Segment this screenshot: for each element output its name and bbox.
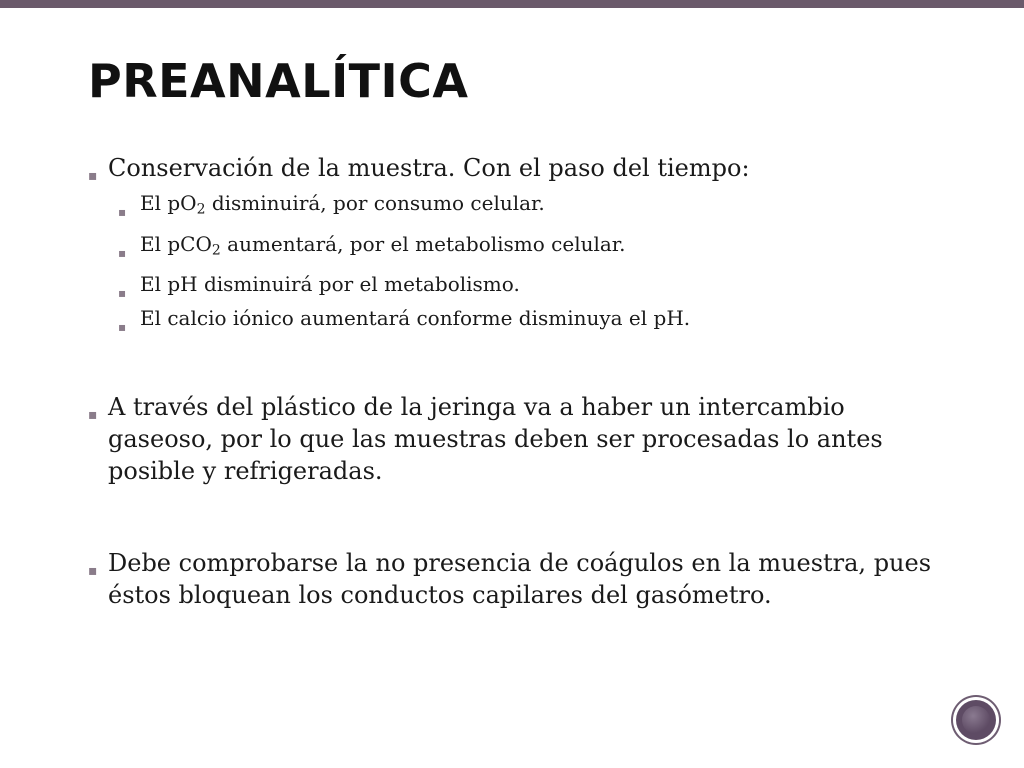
bullet-text: Debe comprobarse la no presencia de coágulos en la muestra, pues éstos bloquean los conductos capilares del gasómetro. [108, 549, 932, 609]
sub-bullet-pco2 [88, 227, 948, 268]
sub-bullet-po2 [88, 186, 948, 227]
bullet-clots [88, 547, 948, 611]
sub-bullet-text: El pH disminuirá por el metabolismo. [140, 272, 520, 296]
bullet-text: Conservación de la muestra. Con el paso del tiempo: [108, 154, 750, 182]
bullet-marker-icon: ▪ [118, 286, 127, 300]
bullet-syringe-exchange [88, 391, 948, 487]
bullet-marker-icon: ▪ [118, 205, 127, 219]
sub-bullet-ph [88, 267, 948, 301]
bullet-conservation [88, 152, 948, 184]
sub-bullet-text: El pCO$_2$ aumentará, por el metabolismo celular. [140, 231, 626, 258]
sub-bullet-list [88, 186, 948, 335]
slide-content [88, 152, 948, 611]
bullet-marker-icon: ▪ [88, 563, 98, 579]
top-accent-bar [0, 0, 1024, 8]
sub-bullet-text: El calcio iónico aumentará conforme disminuya el pH. [140, 306, 691, 330]
sub-bullet-text: El $pO_2$ disminuirá, por consumo celular. [140, 191, 545, 218]
sub-bullet-calcium [88, 301, 948, 335]
bullet-marker-icon: ▪ [88, 168, 98, 184]
slide-nav-circle-icon[interactable] [956, 700, 996, 740]
bullet-marker-icon: ▪ [118, 245, 127, 260]
bullet-text: A través del plástico de la jeringa va a haber un intercambio gaseoso, por lo que las muestras deben ser procesadas lo antes posible y refrigeradas. [108, 393, 883, 485]
bullet-marker-icon: ▪ [118, 320, 127, 334]
bullet-marker-icon: ▪ [88, 407, 98, 423]
slide-title: PREANALÍTICA [88, 54, 469, 108]
